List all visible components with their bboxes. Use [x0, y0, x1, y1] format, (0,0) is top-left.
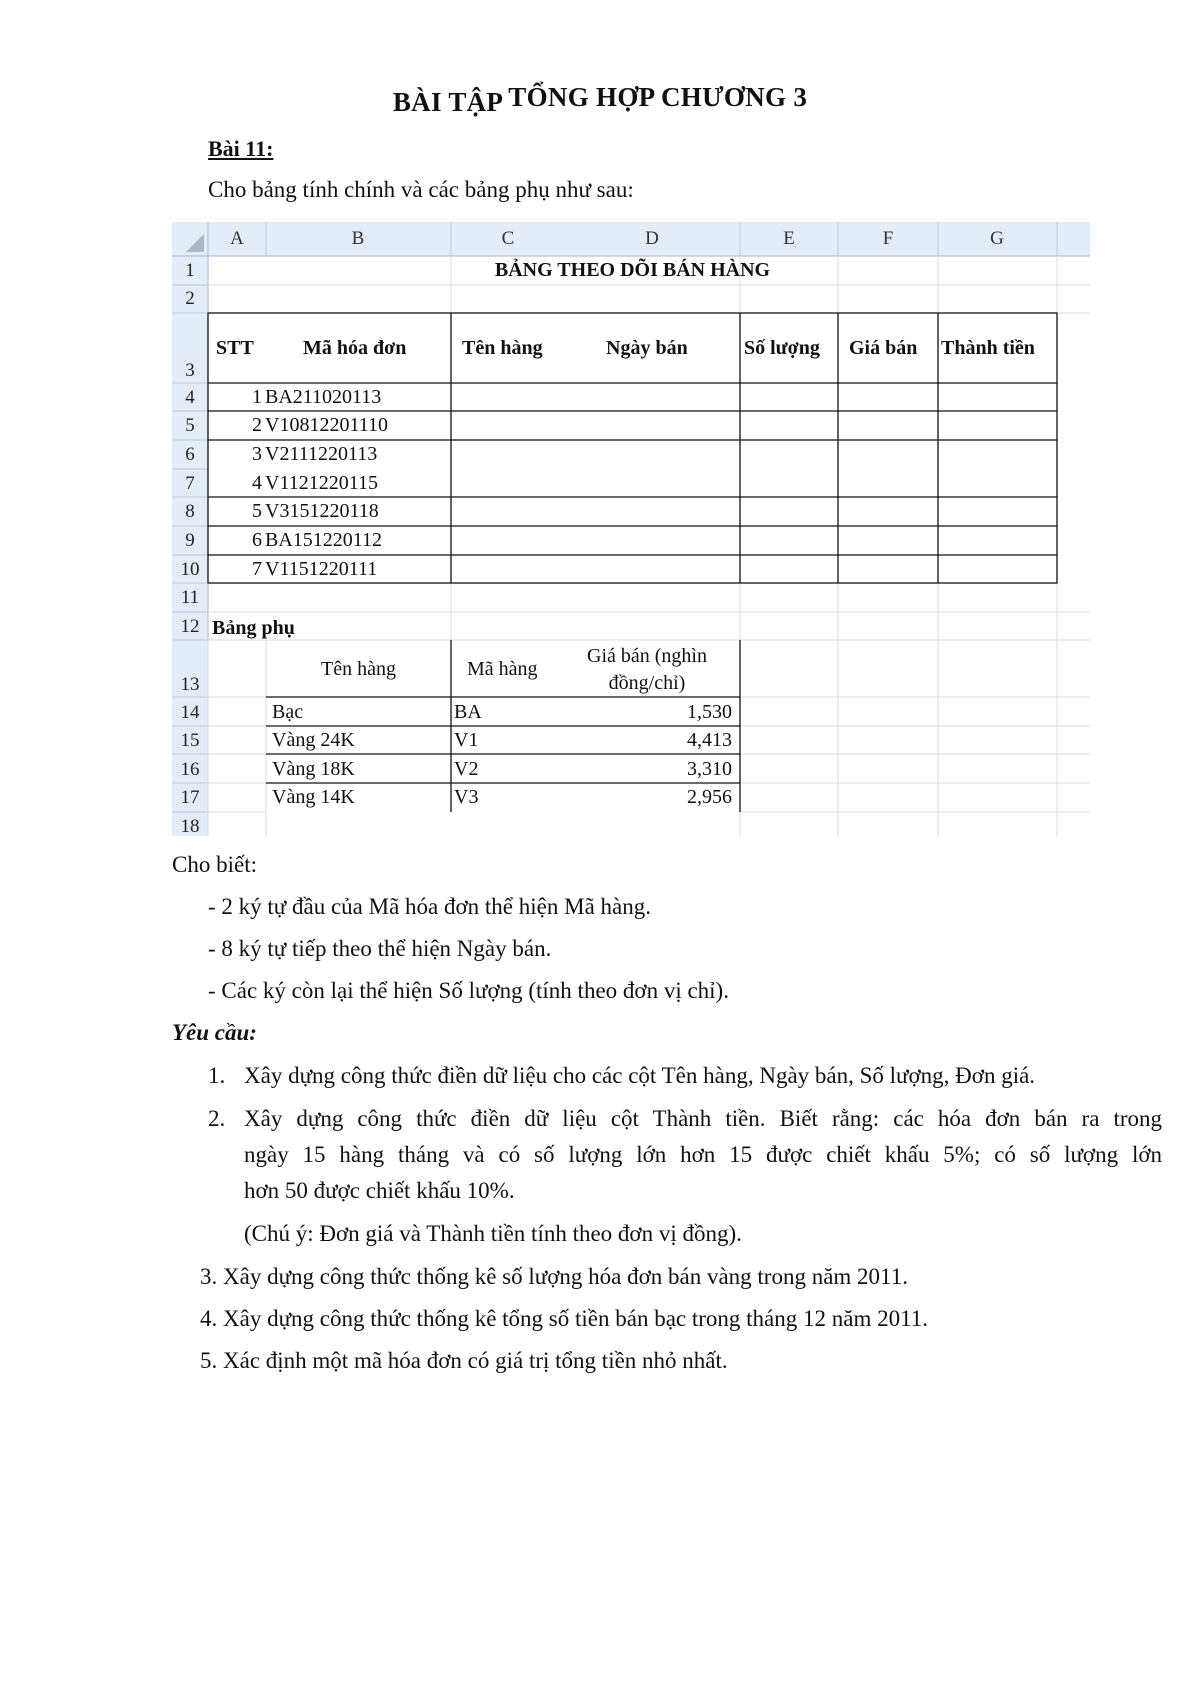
row-header-16[interactable]: 16	[180, 759, 200, 780]
record-code[interactable]: BA151220112	[265, 529, 383, 551]
aux-table-title[interactable]: Bảng phụ	[212, 617, 295, 639]
note-item: - Các ký còn lại thể hiện Số lượng (tính theo đơn vị chỉ).	[208, 978, 729, 1003]
col-header-c[interactable]: C	[501, 228, 515, 249]
record-stt[interactable]: 7	[252, 558, 262, 580]
requirement-1: Xây dựng công thức điền dữ liệu cho các cột Tên hàng, Ngày bán, Số lượng, Đơn giá.	[244, 1063, 1036, 1088]
row-header-12[interactable]: 12	[180, 616, 200, 637]
row-header-7[interactable]: 7	[185, 473, 195, 494]
requirement-number: 2.	[208, 1106, 226, 1131]
header-quantity[interactable]: Số lượng	[744, 337, 820, 359]
row-header-4[interactable]: 4	[185, 387, 195, 408]
aux-product-name[interactable]: Vàng 24K	[272, 729, 355, 751]
col-header-g[interactable]: G	[990, 228, 1004, 249]
record-code[interactable]: V10812201110	[265, 414, 388, 436]
header-invoice-code[interactable]: Mã hóa đơn	[303, 337, 407, 359]
record-stt[interactable]: 2	[252, 414, 262, 436]
row-header-2[interactable]: 2	[185, 288, 195, 309]
row-header-13[interactable]: 13	[180, 674, 200, 695]
record-stt[interactable]: 1	[252, 386, 262, 408]
record-code[interactable]: V1151220111	[265, 558, 378, 580]
requirement-4: 4. Xây dựng công thức thống kê tổng số tiền bán bạc trong tháng 12 năm 2011.	[200, 1306, 929, 1331]
note-item: - 8 ký tự tiếp theo thể hiện Ngày bán.	[208, 936, 552, 961]
row-header-5[interactable]: 5	[185, 415, 195, 436]
row-header-3[interactable]: 3	[185, 360, 195, 381]
aux-header-product-code[interactable]: Mã hàng	[467, 658, 538, 680]
aux-product-code[interactable]: V3	[454, 786, 479, 808]
col-header-e[interactable]: E	[783, 228, 795, 249]
header-price[interactable]: Giá bán	[849, 337, 918, 359]
record-code[interactable]: V1121220115	[265, 472, 378, 494]
aux-product-name[interactable]: Bạc	[272, 701, 304, 723]
aux-header-price-line2[interactable]: đồng/chỉ)	[608, 672, 686, 694]
notes-title: Cho biết:	[172, 852, 257, 877]
requirement-2-line-2: ngày 15 hàng tháng và có số lượng lớn hơn 15 được chiết khấu 5%; có số lượng lớn	[244, 1142, 1162, 1167]
aux-product-name[interactable]: Vàng 14K	[272, 786, 355, 808]
requirement-2-note: (Chú ý: Đơn giá và Thành tiền tính theo đơn vị đồng).	[244, 1221, 742, 1246]
document-title	[0, 82, 1200, 117]
header-product-name[interactable]: Tên hàng	[462, 337, 543, 359]
note-item: - 2 ký tự đầu của Mã hóa đơn thể hiện Mã hàng.	[208, 894, 651, 919]
aux-product-price[interactable]: 2,956	[687, 786, 732, 808]
aux-product-price[interactable]: 4,413	[687, 729, 732, 751]
row-header-8[interactable]: 8	[185, 501, 195, 522]
intro-text: Cho bảng tính chính và các bảng phụ như sau:	[208, 177, 634, 202]
aux-product-price[interactable]: 3,310	[687, 758, 732, 780]
row-header-11[interactable]: 11	[180, 587, 200, 608]
record-stt[interactable]: 5	[252, 500, 262, 522]
aux-product-code[interactable]: BA	[454, 701, 482, 723]
aux-product-price[interactable]: 1,530	[687, 701, 732, 723]
row-header-10[interactable]: 10	[180, 559, 200, 580]
record-code[interactable]: V2111220113	[265, 443, 378, 465]
row-header-9[interactable]: 9	[185, 530, 195, 551]
header-amount[interactable]: Thành tiền	[941, 337, 1035, 359]
requirement-2-line-3: hơn 50 được chiết khấu 10%.	[244, 1178, 515, 1203]
row-header-1[interactable]: 1	[185, 260, 195, 281]
record-code[interactable]: V3151220118	[265, 500, 379, 522]
col-header-d[interactable]: D	[645, 228, 659, 249]
header-sale-date[interactable]: Ngày bán	[606, 337, 688, 359]
aux-header-price-line1[interactable]: Giá bán (nghìn	[587, 645, 707, 667]
requirement-number: 1.	[208, 1063, 226, 1088]
requirement-3: 3. Xây dựng công thức thống kê số lượng hóa đơn bán vàng trong năm 2011.	[200, 1264, 908, 1289]
requirement-2-line-1: Xây dựng công thức điền dữ liệu cột Thành tiền. Biết rằng: các hóa đơn bán ra trong	[244, 1106, 1162, 1131]
requirements-title: Yêu cầu:	[172, 1020, 257, 1045]
col-header-a[interactable]: A	[230, 228, 244, 249]
record-stt[interactable]: 6	[252, 529, 262, 551]
record-stt[interactable]: 3	[252, 443, 262, 465]
main-table-title[interactable]: BẢNG THEO DÕI BÁN HÀNG	[494, 259, 771, 281]
title-part-1: BÀI TẬP	[392, 87, 502, 117]
spreadsheet	[172, 222, 1090, 836]
col-header-b[interactable]: B	[351, 228, 365, 249]
aux-product-code[interactable]: V1	[454, 729, 479, 751]
aux-product-code[interactable]: V2	[454, 758, 479, 780]
row-header-14[interactable]: 14	[180, 702, 200, 723]
row-header-15[interactable]: 15	[180, 730, 200, 751]
requirement-5: 5. Xác định một mã hóa đơn có giá trị tổng tiền nhỏ nhất.	[200, 1348, 728, 1373]
row-header-18[interactable]: 18	[180, 816, 200, 836]
row-header-6[interactable]: 6	[185, 444, 195, 465]
record-code[interactable]: BA211020113	[265, 386, 382, 408]
title-part-2: TỔNG HỢP CHƯƠNG 3	[508, 82, 808, 112]
aux-product-name[interactable]: Vàng 18K	[272, 758, 355, 780]
record-stt[interactable]: 4	[252, 472, 262, 494]
col-header-f[interactable]: F	[882, 228, 894, 249]
aux-header-product-name[interactable]: Tên hàng	[321, 658, 396, 680]
row-header-17[interactable]: 17	[180, 787, 200, 808]
lesson-heading: Bài 11:	[208, 136, 274, 161]
header-stt[interactable]: STT	[216, 337, 254, 359]
